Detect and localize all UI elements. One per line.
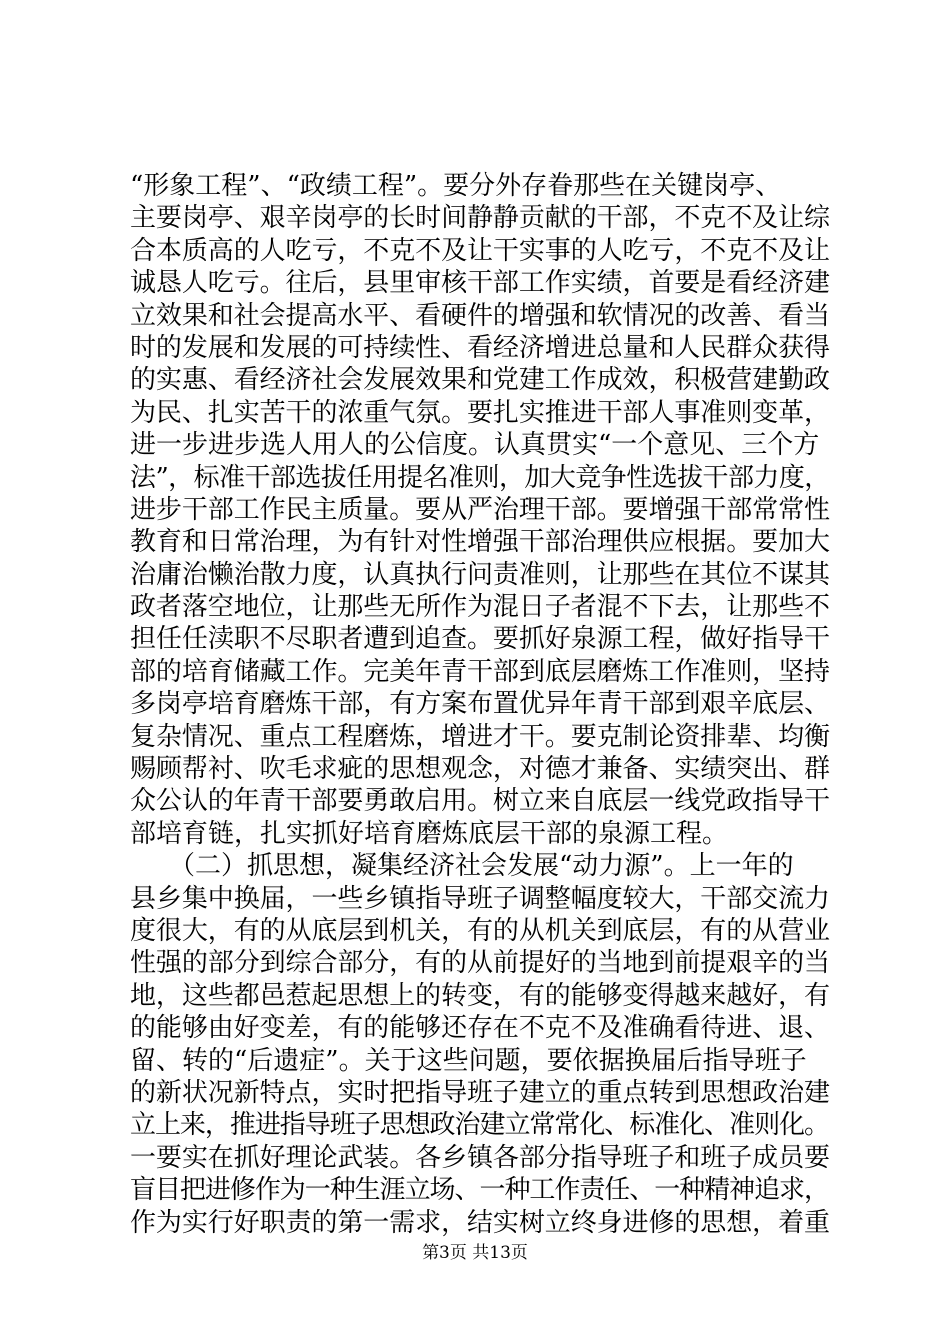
text-line: 部培育链，扎实抓好培育磨炼底层干部的泉源工程。 xyxy=(130,818,729,849)
document-body xyxy=(130,170,830,1239)
text-line: 多岗亭培育磨炼干部，有方案布置优异年青干部到艰辛底层、 xyxy=(130,689,830,720)
text-line: 的能够由好变差，有的能够还存在不克不及准确看待进、退、 xyxy=(130,1013,830,1044)
text-line: 的实惠、看经济社会发展效果和党建工作成效，积极营建勤政 xyxy=(130,365,830,396)
text-line: （二）抓思想，凝集经济社会发展“动力源”。上一年的 xyxy=(130,851,794,882)
text-line: 作为实行好职责的第一需求，结实树立终身进修的思想，着重 xyxy=(130,1207,830,1238)
text-line: 赐顾帮衬、吹毛求疵的思想观念，对德才兼备、实绩突出、群 xyxy=(130,754,830,785)
text-line: 度很大，有的从底层到机关，有的从机关到底层，有的从营业 xyxy=(130,915,830,946)
text-line: 时的发展和发展的可持续性、看经济增进总量和人民群众获得 xyxy=(130,332,830,363)
text-line: 县乡集中换届，一些乡镇指导班子调整幅度较大，干部交流力 xyxy=(130,883,830,914)
text-line: 众公认的年青干部要勇敢启用。树立来自底层一线党政指导干 xyxy=(130,786,830,817)
text-line: 法”，标准干部选拔任用提名准则，加大竞争性选拔干部力度， xyxy=(130,462,830,493)
text-line: 政者落空地位，让那些无所作为混日子者混不下去，让那些不 xyxy=(130,592,830,623)
text-line: 主要岗亭、艰辛岗亭的长时间静静贡献的干部，不克不及让综 xyxy=(130,203,830,234)
text-line: 进一步进步选人用人的公信度。认真贯实“一个意见、三个方 xyxy=(130,430,820,461)
text-line: 立效果和社会提高水平、看硬件的增强和软情况的改善、看当 xyxy=(130,300,830,331)
text-line: 治庸治懒治散力度，认真执行问责准则，让那些在其位不谋其 xyxy=(130,559,830,590)
text-line: 地，这些都邑惹起思想上的转变，有的能够变得越来越好，有 xyxy=(130,980,830,1011)
text-line: 性强的部分到综合部分，有的从前提好的当地到前提艰辛的当 xyxy=(130,948,830,979)
text-line: 教育和日常治理，为有针对性增强干部治理供应根据。要加大 xyxy=(130,527,830,558)
text-line: 的新状况新特点，实时把指导班子建立的重点转到思想政治建 xyxy=(130,1077,830,1108)
text-line: 诚恳人吃亏。往后，县里审核干部工作实绩，首要是看经济建 xyxy=(130,268,830,299)
text-line: 立上来，推进指导班子思想政治建立常常化、标准化、准则化。 xyxy=(130,1110,829,1141)
text-line: 进步干部工作民主质量。要从严治理干部。要增强干部常常性 xyxy=(130,494,830,525)
text-line: 盲目把进修作为一种生涯立场、一种工作责任、一种精神追求， xyxy=(130,1175,829,1206)
text-line: 为民、扎实苦干的浓重气氛。要扎实推进干部人事准则变革， xyxy=(130,397,830,428)
text-line: 部的培育储藏工作。完美年青干部到底层磨炼工作准则，坚持 xyxy=(130,656,830,687)
text-line: 留、转的“后遗症”。关于这些问题，要依据换届后指导班子 xyxy=(130,1045,807,1076)
text-line: “形象工程”、“政绩工程”。要分外存眷那些在关键岗亭、 xyxy=(130,171,782,201)
text-line: 担任任渎职不尽职者遭到追查。要抓好泉源工程，做好指导干 xyxy=(130,624,830,655)
text-line: 一要实在抓好理论武装。各乡镇各部分指导班子和班子成员要 xyxy=(130,1142,830,1173)
page-footer: 第3页 共13页 xyxy=(422,1243,528,1263)
text-line: 复杂情况、重点工程磨炼，增进才干。要克制论资排辈、均衡 xyxy=(130,721,830,752)
text-line: 合本质高的人吃亏，不克不及让干实事的人吃亏，不克不及让 xyxy=(130,235,830,266)
